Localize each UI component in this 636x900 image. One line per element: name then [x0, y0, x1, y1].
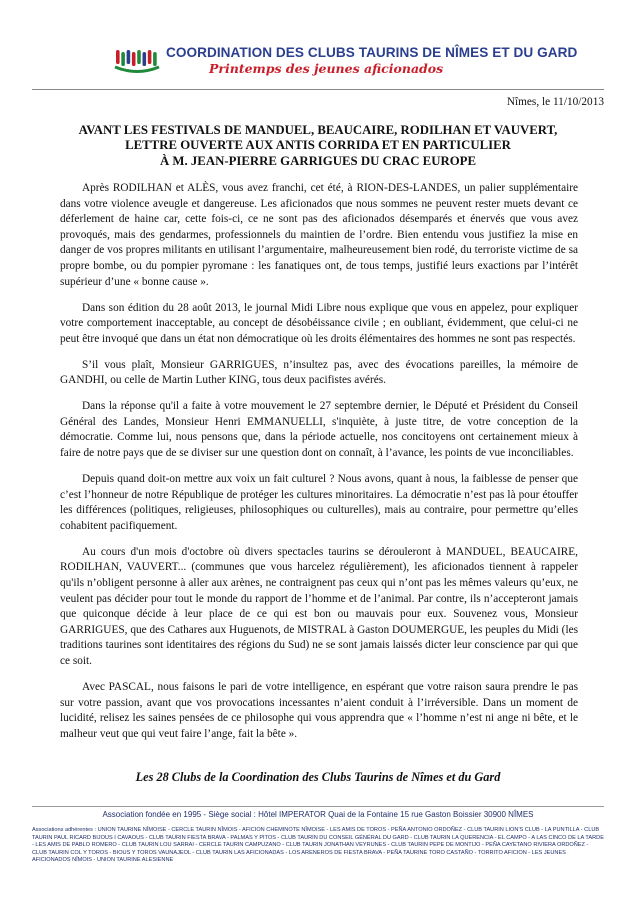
members-list: UNION TAURINE NÎMOISE - CERCLE TAURIN NÎMOIS - AFICION CHEMINOTE NÎMOISE - LES AMIS DE TOROS - PEÑA ANTONIO ORDOÑEZ - CLUB TAURIN LION'S CLUB - LA PUNTILLA - CLUB TAURIN PAUL RICARD BIJOUS I CAVAOUS - CLUB TAURIN FIESTA BRAVA - PALMAS Y PITOS - CLUB TAURIN DU CONSEIL GÉNÉRAL DU GARD - CLUB TAURIN LA QUERENCIA - EL CAMPO - A LAS CINCO DE LA TARDE - LES AMIS DE PABLO ROMERO - CLUB TAURIN LOU SARRAI - CERCLE TAURIN CAMPUZANO - CLUB TAURIN JONATHAN VEYRUNES - CLUB TAURIN PEPE DE MONTIJO - PEÑA CAYETANO RIVIERA ORDOÑEZ - CLUB TAURIN COL Y TOROS - BIOUS Y TOROS VAUNAJEOL - CLUB TAURIN LAS AFICIONADAS - LOS ARENEROS DE FIESTA BRAVA - PEÑA TAURINE TORO CASTAÑO - TORRITO AFICION - LES JEUNES AFICIONADOS NÎMOIS - UNION TAURINE ALESIENNE: [32, 827, 604, 864]
logo-arch: [127, 50, 131, 64]
body-paragraph: Avec PASCAL, nous faisons le pari de votre intelligence, en espérant que votre raison saura prendre le pas sur votre passion, avant que vos provocations incessantes n’aient conduit à l’irréversible. Dans un moment de lucidité, relisez les saines pensées de ce philosophe qui vous apprendra que « l’homme n’est ni ange ni bête, et le malheur veut que qui veut faire l’ange, fait la bête ».: [60, 680, 578, 740]
logo-arch: [148, 50, 152, 64]
letter-date: Nîmes, le 11/10/2013: [506, 96, 604, 108]
members-label: Associations adhérentes :: [32, 827, 97, 833]
headline-line: AVANT LES FESTIVALS DE MANDUEL, BEAUCAIRE, RODILHAN ET VAUVERT,: [78, 123, 558, 137]
footer-address: Association fondée en 1995 - Siège social : Hôtel IMPERATOR Quai de la Fontaine 15 rue Gaston Boissier 30900 NÎMES: [102, 810, 534, 819]
header-divider: [32, 89, 604, 90]
body-paragraph: Après RODILHAN et ALÈS, vous avez franchi, cet été, à RION-DES-LANDES, un palier supplémentaire dans votre violence aveugle et dangereuse. Les aficionados que nous sommes ne peuvent rester muets devant ce déferlement de haine car, cette fois-ci, ce ne sont pas des aficionados désemparés et énervés que vous avez provoqués, mais des gendarmes, professionnels du maintien de l’ordre. Bien entendu vous justifiez la mise en danger de vos propres militants en utilisant l’argumentaire, malheureusement bien rodé, du terroriste victime de sa propre bombe, ou du pompier pyromane : les fanatiques ont, de tous temps, justifié leurs exactions par l’intérêt supérieur d’une « bonne cause ».: [60, 182, 578, 288]
body-paragraph: Au cours d'un mois d'octobre où divers spectacles taurins se dérouleront à MANDUEL, BEAUCAIRE, RODILHAN, VAUVERT... (communes que vous harcelez régulièrement), les aficionados tiennent à rappeler qu'ils n’obligent personne à aller aux arènes, ne contraignent pas ceux qui n’ont pas les mêmes valeurs qu’eux, ne veulent pas décider pour tout le monde du rapport de l’homme et de l’animal. Par contre, ils n’accepteront jamais que quiconque décide à leur place de ce qui est bon ou mauvais pour eux. Souvenez vous, Monsieur GARRIGUES, que des Cathares aux Huguenots, de MISTRAL à Gaston DOUMERGUE, les peuples du Midi (les traditions taurines sont identitaires des régions du Sud) ne se sont jamais laissés dicter leur conscience par qui que ce soit.: [60, 545, 578, 667]
letterhead: [0, 0, 636, 92]
body-paragraph: Depuis quand doit-on mettre aux voix un fait culturel ? Nous avons, quant à nous, la faiblesse de penser que c’est l’honneur de notre République de protéger les cultures minoritaires. La démocratie n’est pas là pour étouffer les différences (politiques, religieuses, philosophiques ou culturelles), mais au contraire, pour permettre qu’elles cohabitent pacifiquement.: [60, 473, 578, 532]
logo-arch: [121, 52, 125, 66]
arena-logo-icon: [112, 40, 162, 80]
headline-line: LETTRE OUVERTE AUX ANTIS CORRIDA ET EN PARTICULIER: [125, 138, 511, 153]
logo-arch: [116, 50, 120, 64]
body-paragraph: Dans son édition du 28 août 2013, le journal Midi Libre nous explique que vous en appelez, pour expliquer votre comportement inacceptable, au concept de désobéissance civile ; en oubliant, évidemment, que celui-ci ne peut être invoqué que dans un état non démocratique où les droits élémentaires des hommes ne sont pas respectés.: [60, 301, 578, 345]
logo-base: [115, 67, 159, 72]
organization-subtitle: Printemps des jeunes aficionados: [209, 61, 444, 76]
letter-headline: [40, 123, 596, 169]
headline-line: À M. JEAN-PIERRE GARRIGUES DU CRAC EUROPE: [159, 153, 477, 168]
logo-arch: [143, 52, 147, 66]
logo-arch: [153, 52, 157, 66]
footer-member-associations: [32, 827, 604, 865]
letter-body: [60, 181, 578, 753]
body-paragraph: Dans la réponse qu'il a faite à votre mouvement le 27 septembre dernier, le Député et Président du Conseil Général des Landes, Monsieur Henri EMMANUELLI, s'inquiète, à juste titre, de votre conception de la démocratie. Comme lui, nous pensons que, dans la période actuelle, nos concitoyens ont certainement mieux à faire de notre pays que de se diviser sur une question dont on connaît, à l’avance, les points de vue inconciliables.: [60, 400, 578, 460]
letter-signature: Les 28 Clubs de la Coordination des Clubs Taurins de Nîmes et du Gard: [135, 770, 501, 784]
footer-divider: [32, 806, 604, 807]
body-paragraph: S’il vous plaît, Monsieur GARRIGUES, n’insultez pas, avec des évocations pareilles, la mémoire de GANDHI, ou celle de Martin Luther KING, tous deux pacifistes avérés.: [60, 358, 578, 387]
organization-title: COORDINATION DES CLUBS TAURINS DE NÎMES ET DU GARD: [166, 45, 578, 60]
logo-arch: [132, 52, 136, 66]
logo-arch: [137, 50, 141, 64]
